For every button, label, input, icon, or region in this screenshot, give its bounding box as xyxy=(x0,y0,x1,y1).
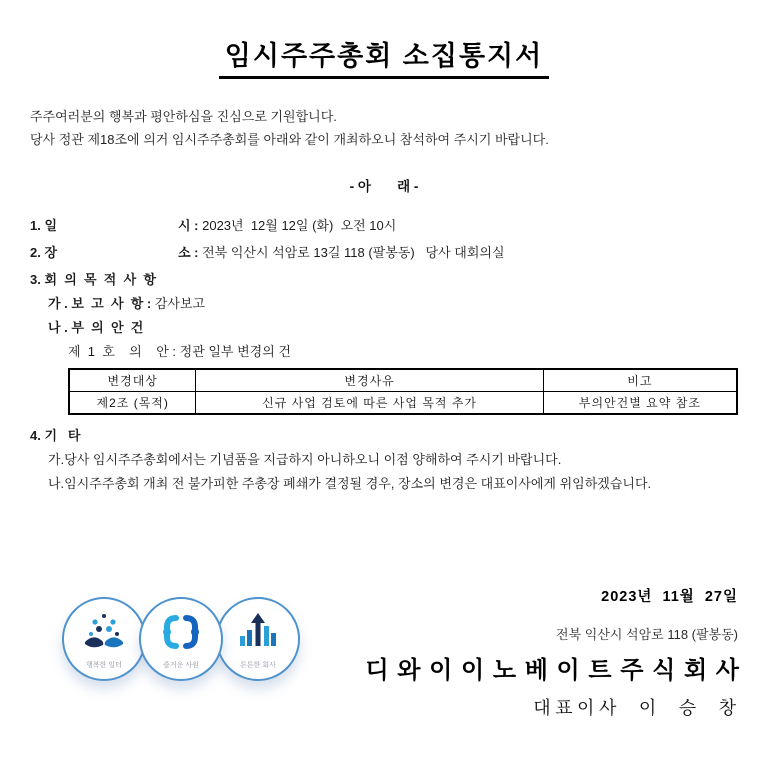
page-title: 임시주주총회 소집통지서 xyxy=(219,34,549,79)
resolution-heading: 나 . 부 의 안 건 xyxy=(48,320,144,335)
agenda-item-place xyxy=(30,244,738,262)
ceo-signature: 대 표 이 사 이 승 창 xyxy=(533,698,736,718)
datetime-label-suffix: 시 : xyxy=(178,218,199,233)
table-header-row xyxy=(69,369,737,392)
cell-change-target: 제2조 (목적) xyxy=(69,392,196,415)
company-logo-badges xyxy=(62,597,322,689)
hands-dots-icon xyxy=(82,610,126,654)
header-remarks: 비고 xyxy=(543,369,737,392)
badge-label: 즐거운 사원 xyxy=(163,662,199,669)
place-label-suffix: 소 : xyxy=(178,245,199,260)
agenda-item-purpose-heading: 3. 회 의 목 적 사 항 xyxy=(30,272,156,287)
place-label: 2. 장 xyxy=(30,245,58,260)
etc-item-a: 가.당사 임시주주총회에서는 기념품을 지급하지 아니하오니 이점 양해하여 주시기 바랍니다. xyxy=(48,452,562,467)
header-change-target: 변경대상 xyxy=(69,369,196,392)
motion-item xyxy=(30,343,738,361)
amendment-table xyxy=(68,368,738,415)
cell-change-reason: 신규 사업 검토에 따른 사업 목적 추가 xyxy=(196,392,543,415)
report-value: 감사보고 xyxy=(151,296,206,311)
company-address: 전북 익산시 석암로 118 (팔봉동) xyxy=(556,627,738,642)
table-row xyxy=(69,392,737,415)
datetime-label: 1. 일 xyxy=(30,218,58,233)
badge-label: 튼튼한 회사 xyxy=(240,662,276,669)
notice-date: 2023년 11월 27일 xyxy=(601,589,738,605)
header-change-reason: 변경사유 xyxy=(196,369,543,392)
people-circle-icon xyxy=(159,610,203,654)
cell-remarks: 부의안건별 요약 참조 xyxy=(543,392,737,415)
badge-joyful-employees xyxy=(139,597,223,681)
etc-item-b: 나.임시주주총회 개최 전 불가피한 주총장 폐쇄가 결정될 경우, 장소의 변경은 대표이사에게 위임하겠습니다. xyxy=(48,476,652,491)
agenda-list xyxy=(30,217,738,493)
agenda-item-datetime xyxy=(30,217,738,235)
motion-label: 제 1 호 의 안 : xyxy=(68,344,177,359)
badge-happy-workplace xyxy=(62,597,146,681)
below-divider: - 아 래 - xyxy=(349,179,419,194)
growth-chart-icon xyxy=(236,610,280,654)
report-item xyxy=(30,295,738,313)
report-label: 가 . 보 고 사 항 : xyxy=(48,296,152,311)
badge-strong-company xyxy=(216,597,300,681)
datetime-value: 2023년 12월 12일 (화) 오전 10시 xyxy=(198,218,397,233)
greeting-line-1: 주주여러분의 행복과 평안하심을 진심으로 기원합니다. xyxy=(30,109,337,124)
badge-label: 행복한 일터 xyxy=(86,662,122,669)
company-name: 디 와 이 이 노 베 이 트 주 식 회 사 xyxy=(365,657,740,684)
etc-heading: 4. 기 타 xyxy=(30,428,81,443)
motion-value: 정관 일부 변경의 건 xyxy=(176,344,291,359)
place-value: 전북 익산시 석암로 13길 118 (팔봉동) 당사 대회의실 xyxy=(198,245,505,260)
greeting-line-2: 당사 정관 제18조에 의거 임시주주총회를 아래와 같이 개최하오니 참석하여 주시기 바랍니다. xyxy=(30,132,549,147)
greeting-block xyxy=(30,105,738,151)
